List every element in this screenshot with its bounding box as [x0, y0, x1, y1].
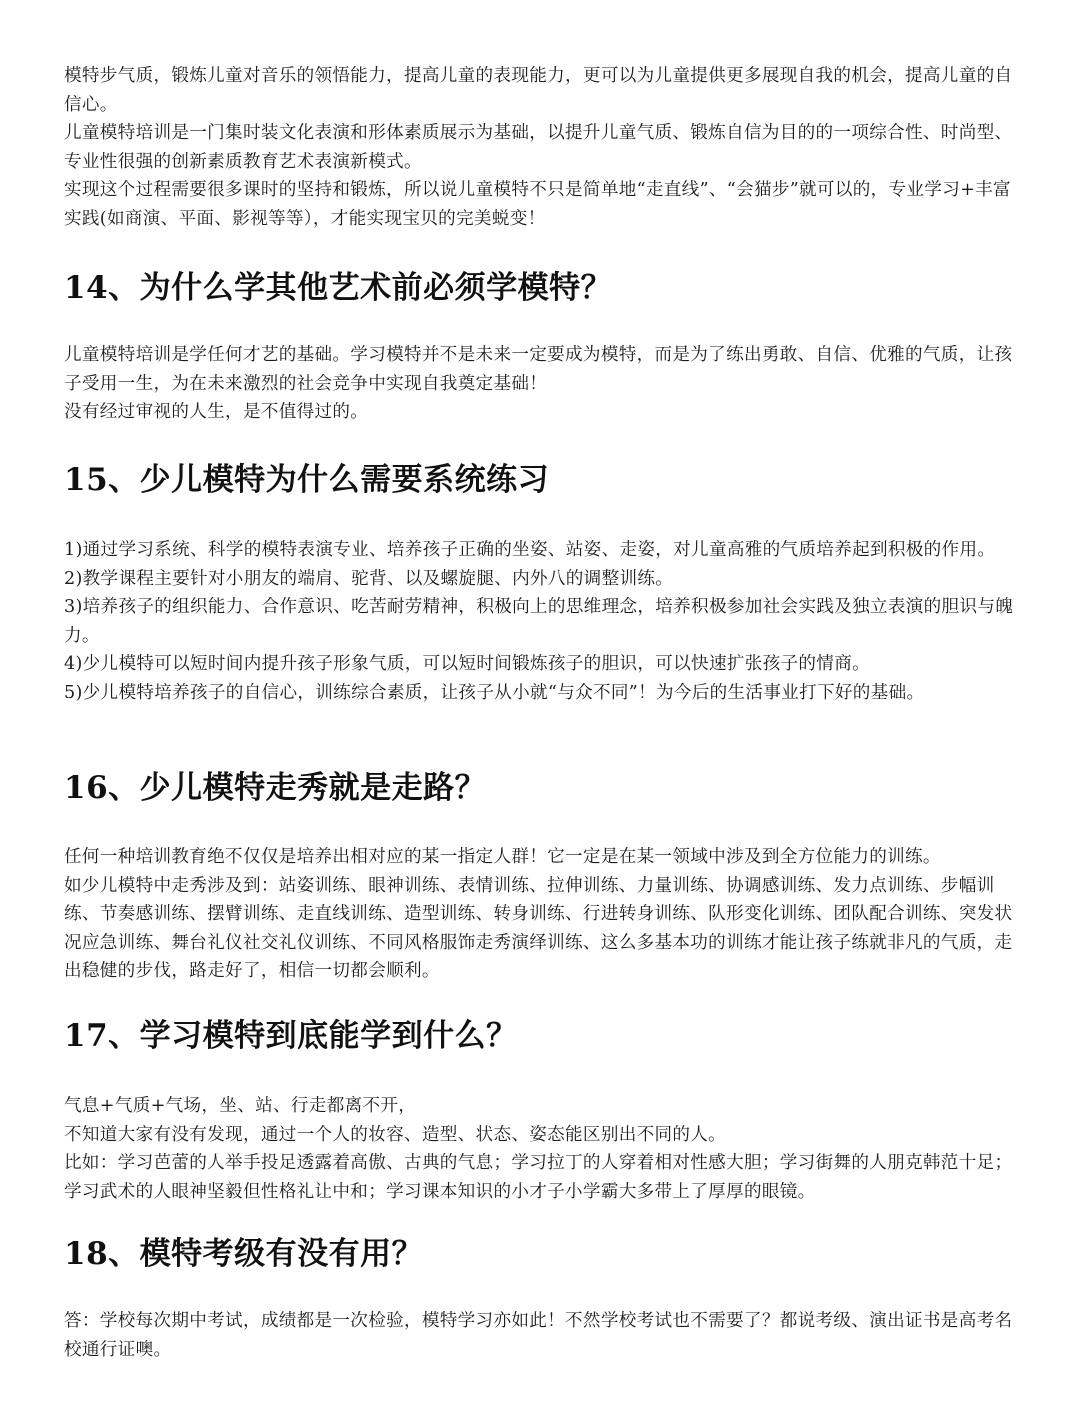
- intro-paragraph-1: 模特步气质，锻炼儿童对音乐的领悟能力，提高儿童的表现能力，更可以为儿童提供更多展现自我的机会，提高儿童的自信心。: [64, 66, 1013, 115]
- section-16-body: [64, 843, 1024, 986]
- section-15-item-3: 3)培养孩子的组织能力、合作意识、吃苦耐劳精神，积极向上的思维理念，培养积极参加社会实践及独立表演的胆识与魄力。: [64, 597, 1014, 646]
- section-15-item-2: 2)教学课程主要针对小朋友的端肩、驼背、以及螺旋腿、内外八的调整训练。: [64, 568, 674, 589]
- section-16-paragraph-1: 任何一种培训教育绝不仅仅是培养出相对应的某一指定人群！它一定是在某一领域中涉及到全方位能力的训练。: [64, 847, 941, 867]
- intro-paragraph-3: 实现这个过程需要很多课时的坚持和锻炼，所以说儿童模特不只是简单地“走直线”、“会猫步”就可以的，专业学习+丰富实践(如商演、平面、影视等等），才能实现宝贝的完美蜕变！: [64, 180, 1011, 229]
- section-18-heading: 18、模特考级有没有用？: [64, 1236, 424, 1272]
- section-15-item-4: 4)少儿模特可以短时间内提升孩子形象气质，可以短时间锻炼孩子的胆识，可以快速扩张孩子的情商。: [64, 654, 870, 674]
- section-14-paragraph-1: 儿童模特培训是学任何才艺的基础。学习模特并不是未来一定要成为模特，而是为了练出勇敢、自信、优雅的气质，让孩子受用一生，为在未来激烈的社会竞争中实现自我奠定基础！: [64, 345, 1013, 394]
- section-18-paragraph-1: 答：学校每次期中考试，成绩都是一次检验，模特学习亦如此！不然学校考试也不需要了？都说考级、演出证书是高考名校通行证噢。: [64, 1311, 1013, 1360]
- section-17-paragraph-1: 气息+气质+气场，坐、站、行走都离不开，: [64, 1096, 417, 1116]
- section-14-body: [64, 341, 1024, 427]
- section-17-paragraph-2: 不知道大家有没有发现，通过一个人的妆容、造型、状态、姿态能区别出不同的人。: [64, 1124, 727, 1145]
- section-15-body: [64, 536, 1024, 707]
- intro-section: [64, 62, 1024, 233]
- section-16-paragraph-2: 如少儿模特中走秀涉及到：站姿训练、眼神训练、表情训练、拉伸训练、力量训练、协调感训练、发力点训练、步幅训练、节奏感训练、摆臂训练、走直线训练、造型训练、转身训练、行进转身训练、队形变化训练、团队配合训练、突发状况应急训练、舞台礼仪社交礼仪训练、不同风格服饰走秀演绎训练、这么多基本功的训练才能让孩子练就非凡的气质，走出稳健的步伐，路走好了，相信一切都会顺利。: [64, 875, 1013, 981]
- section-15-heading: 15、少儿模特为什么需要系统练习: [64, 462, 550, 498]
- section-17-heading: 17、学习模特到底能学到什么？: [64, 1018, 518, 1054]
- section-18-body: [64, 1307, 1024, 1364]
- section-17-paragraph-3: 比如：学习芭蕾的人举手投足透露着高傲、古典的气息；学习拉丁的人穿着相对性感大胆；学习街舞的人朋克韩范十足；学习武术的人眼神坚毅但性格礼让中和；学习课本知识的小才子小学霸大多带上了厚厚的眼镜。: [64, 1153, 1013, 1202]
- intro-paragraph-2: 儿童模特培训是一门集时装文化表演和形体素质展示为基础，以提升儿童气质、锻炼自信为目的的一项综合性、时尚型、专业性很强的创新素质教育艺术表演新模式。: [64, 123, 1013, 172]
- section-16-heading: 16、少儿模特走秀就是走路？: [64, 770, 487, 806]
- section-14-paragraph-2: 没有经过审视的人生，是不值得过的。: [64, 402, 369, 422]
- section-15-item-5: 5)少儿模特培养孩子的自信心，训练综合素质，让孩子从小就“与众不同”！为今后的生活事业打下好的基础。: [64, 682, 925, 703]
- section-15-item-1: 1)通过学习系统、科学的模特表演专业、培养孩子正确的坐姿、站姿、走姿，对儿童高雅的气质培养起到积极的作用。: [64, 540, 996, 560]
- section-14-heading: 14、为什么学其他艺术前必须学模特？: [64, 270, 613, 306]
- section-17-body: [64, 1092, 1024, 1206]
